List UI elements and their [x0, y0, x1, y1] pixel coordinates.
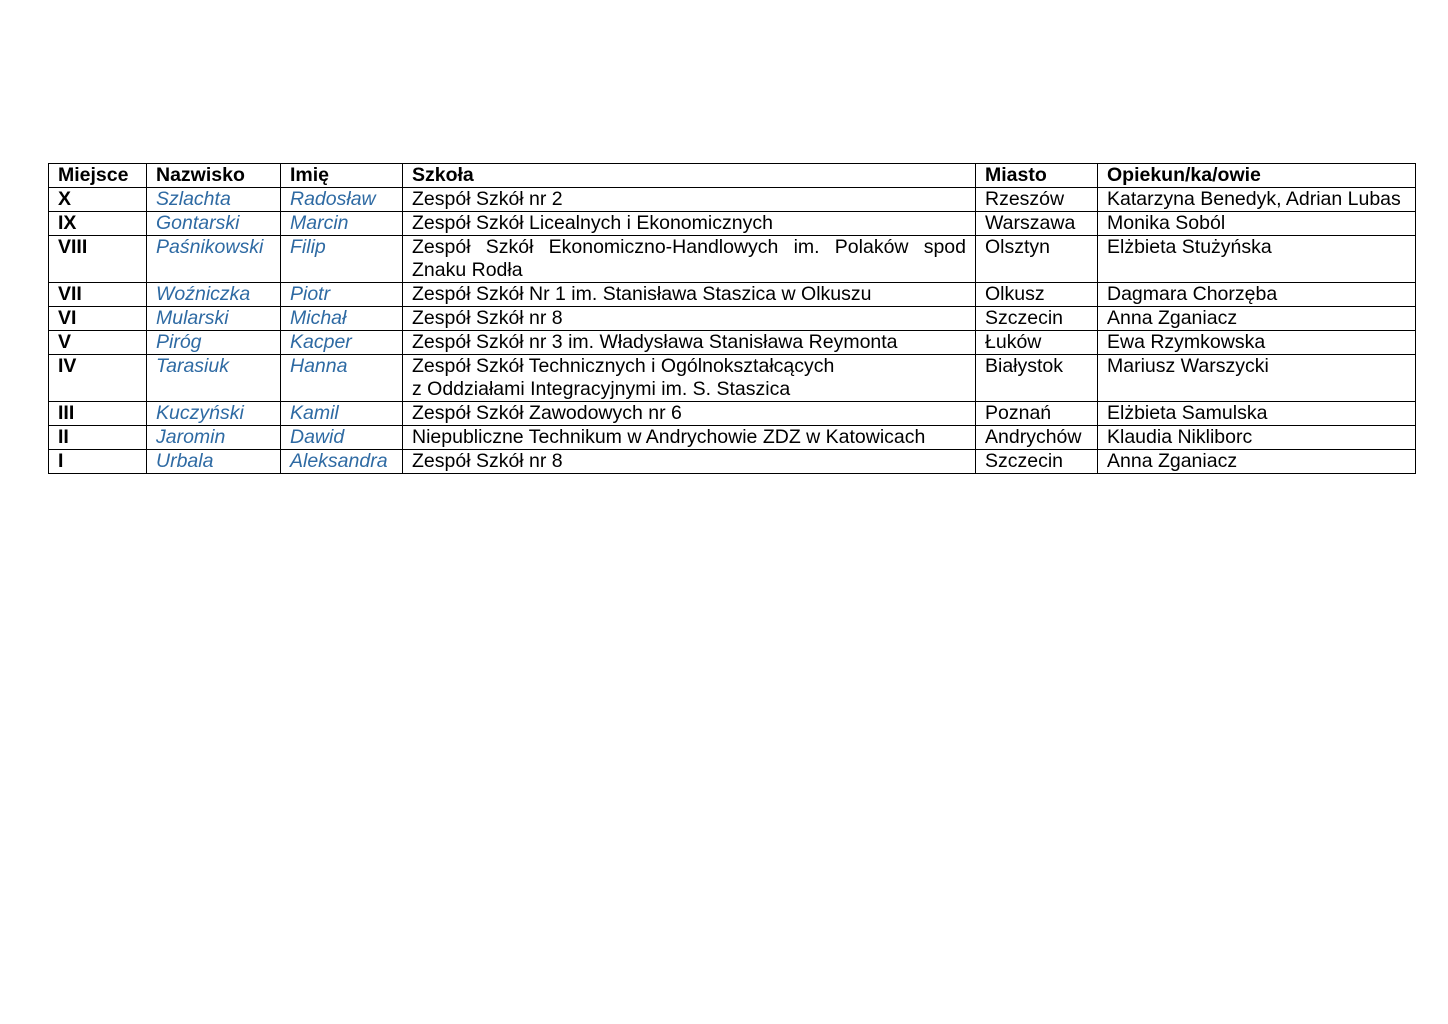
surname-cell: Kuczyński: [147, 402, 281, 426]
place-cell: X: [49, 188, 147, 212]
place-cell: VII: [49, 283, 147, 307]
guardian-cell: Mariusz Warszycki: [1098, 355, 1416, 402]
surname-cell: Szlachta: [147, 188, 281, 212]
surname-cell: Gontarski: [147, 212, 281, 236]
city-cell: Warszawa: [976, 212, 1098, 236]
table-row: [49, 450, 1416, 474]
city-cell: Białystok: [976, 355, 1098, 402]
guardian-cell: Elżbieta Stużyńska: [1098, 236, 1416, 283]
city-cell: Olkusz: [976, 283, 1098, 307]
place-cell: IV: [49, 355, 147, 402]
city-cell: Rzeszów: [976, 188, 1098, 212]
name-cell: Marcin: [281, 212, 403, 236]
school-cell: Zespół Szkół Zawodowych nr 6: [403, 402, 976, 426]
name-cell: Hanna: [281, 355, 403, 402]
place-cell: IX: [49, 212, 147, 236]
surname-cell: Woźniczka: [147, 283, 281, 307]
guardian-cell: Anna Zganiacz: [1098, 450, 1416, 474]
place-cell: VI: [49, 307, 147, 331]
city-cell: Andrychów: [976, 426, 1098, 450]
header-city: Miasto: [976, 164, 1098, 188]
surname-cell: Urbala: [147, 450, 281, 474]
surname-cell: Tarasiuk: [147, 355, 281, 402]
header-place: Miejsce: [49, 164, 147, 188]
guardian-cell: Anna Zganiacz: [1098, 307, 1416, 331]
school-cell: Zespół Szkół nr 3 im. Władysława Stanisława Reymonta: [403, 331, 976, 355]
city-cell: Poznań: [976, 402, 1098, 426]
table-row: [49, 236, 1416, 283]
guardian-cell: Elżbieta Samulska: [1098, 402, 1416, 426]
table-header: [49, 164, 1416, 188]
guardian-cell: Dagmara Chorzęba: [1098, 283, 1416, 307]
place-cell: III: [49, 402, 147, 426]
school-line-2: z Oddziałami Integracyjnymi im. S. Staszica: [412, 378, 791, 400]
surname-cell: Mularski: [147, 307, 281, 331]
name-cell: Aleksandra: [281, 450, 403, 474]
place-cell: VIII: [49, 236, 147, 283]
guardian-cell: Monika Soból: [1098, 212, 1416, 236]
school-cell: Zespół Szkół nr 8: [403, 307, 976, 331]
surname-cell: Jaromin: [147, 426, 281, 450]
name-cell: Filip: [281, 236, 403, 283]
header-guardian: Opiekun/ka/owie: [1098, 164, 1416, 188]
school-cell: Zespół Szkół Ekonomiczno-Handlowych im. Polaków spod Znaku Rodła: [403, 236, 976, 283]
school-cell: Zespół Szkół nr 8: [403, 450, 976, 474]
name-cell: Dawid: [281, 426, 403, 450]
name-cell: Kamil: [281, 402, 403, 426]
results-table: [48, 163, 1416, 474]
name-cell: Michał: [281, 307, 403, 331]
table-row: [49, 426, 1416, 450]
school-cell: Zespół Szkół Licealnych i Ekonomicznych: [403, 212, 976, 236]
guardian-cell: Klaudia Nikliborc: [1098, 426, 1416, 450]
header-school: Szkoła: [403, 164, 976, 188]
table-row: [49, 331, 1416, 355]
table-row: [49, 402, 1416, 426]
place-cell: I: [49, 450, 147, 474]
school-cell: Zespół Szkół Nr 1 im. Stanisława Staszica w Olkuszu: [403, 283, 976, 307]
table-row: [49, 188, 1416, 212]
surname-cell: Piróg: [147, 331, 281, 355]
header-name: Imię: [281, 164, 403, 188]
table-body: [49, 188, 1416, 474]
header-row: [49, 164, 1416, 188]
table-row: [49, 355, 1416, 402]
header-surname: Nazwisko: [147, 164, 281, 188]
table-row: [49, 307, 1416, 331]
guardian-cell: Katarzyna Benedyk, Adrian Lubas: [1098, 188, 1416, 212]
city-cell: Szczecin: [976, 307, 1098, 331]
school-cell: Zespół Szkół nr 2: [403, 188, 976, 212]
place-cell: II: [49, 426, 147, 450]
surname-cell: Paśnikowski: [147, 236, 281, 283]
school-cell: Niepubliczne Technikum w Andrychowie ZDZ w Katowicach: [403, 426, 976, 450]
school-cell: [403, 355, 976, 402]
city-cell: Łuków: [976, 331, 1098, 355]
name-cell: Piotr: [281, 283, 403, 307]
name-cell: Radosław: [281, 188, 403, 212]
place-cell: V: [49, 331, 147, 355]
city-cell: Szczecin: [976, 450, 1098, 474]
city-cell: Olsztyn: [976, 236, 1098, 283]
name-cell: Kacper: [281, 331, 403, 355]
table-row: [49, 283, 1416, 307]
guardian-cell: Ewa Rzymkowska: [1098, 331, 1416, 355]
table-row: [49, 212, 1416, 236]
school-line-1: Zespół Szkół Technicznych i Ogólnokształcących: [412, 355, 835, 377]
